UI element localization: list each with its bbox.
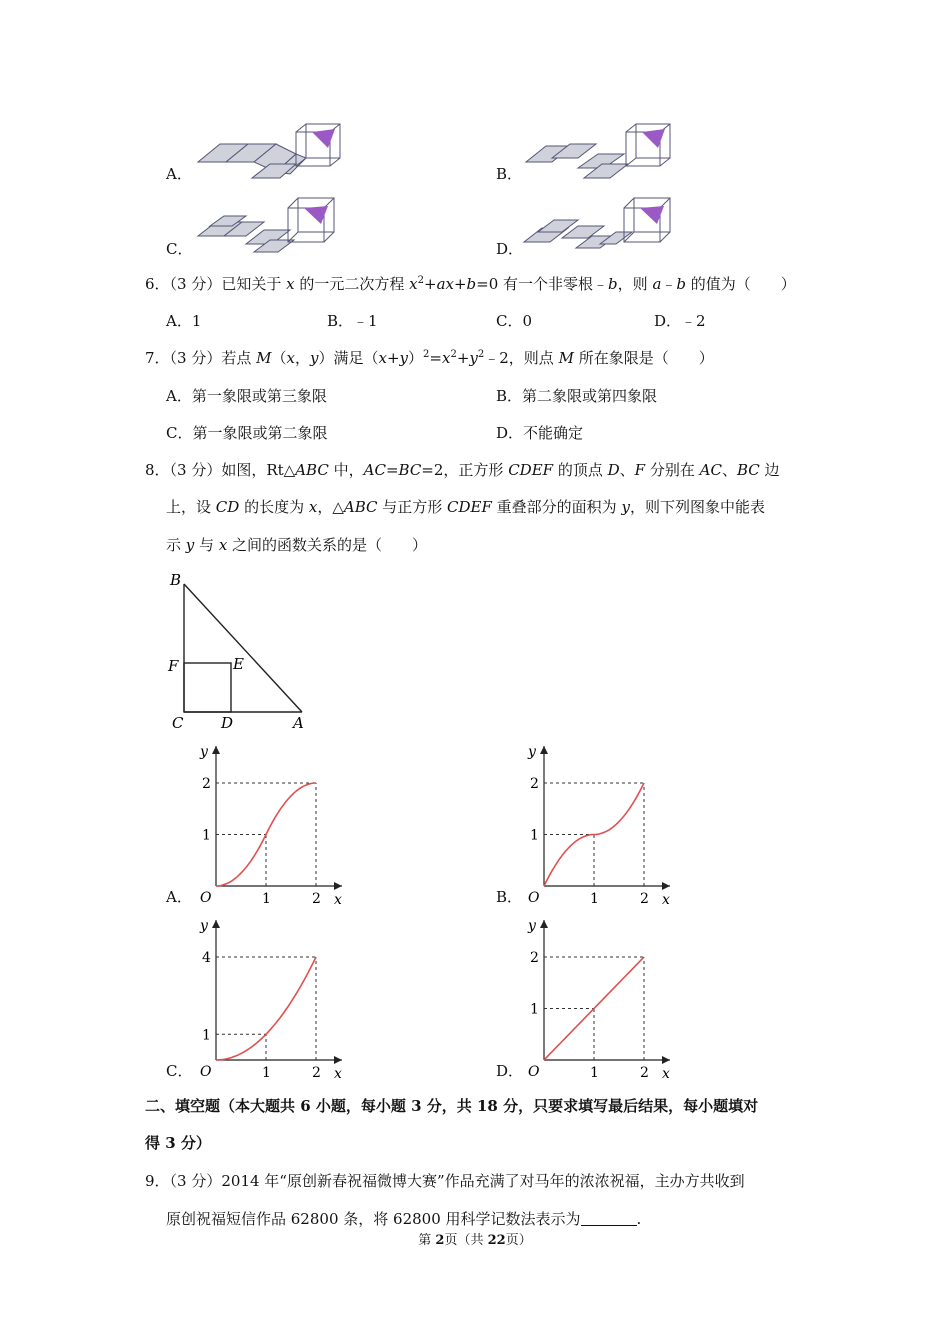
section2-heading: 二、填空题（本大题共 6 小题，每小题 3 分，共 18 分，只要求填写最后结果，每小题填对	[145, 1097, 759, 1115]
x-tick-label: 1	[590, 1065, 599, 1081]
q5-figure-c	[190, 192, 350, 258]
label-c: C	[172, 714, 184, 732]
y-tick-label: 1	[530, 1001, 539, 1018]
y-axis-label: y	[528, 744, 536, 760]
x-axis-label: x	[334, 892, 342, 908]
y-axis-arrow	[212, 746, 220, 754]
x-tick-label: 2	[312, 891, 321, 907]
x-axis-arrow	[662, 1056, 670, 1064]
q8-graph-b	[520, 738, 680, 908]
q8-stem-line1: 8．（3 分）如图，Rt△ABC 中，AC=BC=2，正方形 CDEF 的顶点 D、F 分别在 AC、BC 边	[145, 461, 780, 479]
q5-figure-d	[520, 192, 680, 258]
x-axis-arrow	[662, 882, 670, 890]
x-tick-label: 1	[262, 1065, 271, 1081]
y-tick-label: 4	[202, 950, 211, 966]
origin-label: O	[528, 1064, 540, 1080]
q8-option-b[interactable]: B．	[496, 888, 523, 906]
q9-number: 9．	[145, 1172, 170, 1190]
section2-heading-cont: 得 3 分）	[145, 1134, 211, 1152]
y-tick-label: 1	[530, 827, 539, 844]
q5-figure-a	[190, 118, 350, 184]
q6-score: （3 分）	[169, 275, 222, 293]
x-axis-arrow	[334, 1056, 342, 1064]
q7-option-b[interactable]: B．第二象限或第四象限	[496, 387, 658, 405]
q8-triangle-figure	[164, 568, 324, 738]
q7-score: （3 分）	[169, 349, 222, 367]
q6-option-c[interactable]: C．0	[496, 312, 533, 330]
q6-stem: 6．（3 分）已知关于 x 的一元二次方程 $x^2+ax+b=0$ 有一个非零根﹣b，则 a﹣b 的值为（ ）	[145, 275, 796, 293]
q7-option-c[interactable]: C．第一象限或第二象限	[166, 424, 328, 442]
label-e: E	[233, 655, 244, 673]
x-tick-label: 2	[640, 891, 649, 907]
x-tick-label: 1	[262, 891, 271, 907]
q5-option-a-label: A．	[166, 165, 192, 183]
q5-figure-b	[520, 118, 680, 184]
q7-stem: 7．（3 分）若点 M（x，y）满足$(x+y)^2=x^2+y^2﹣2$，则点 M 所在象限是（ ）	[145, 349, 714, 367]
label-b: B	[170, 571, 182, 589]
y-tick-label: 1	[202, 1027, 211, 1044]
y-axis-label: y	[200, 744, 208, 760]
q8-option-c[interactable]: C．	[166, 1062, 193, 1080]
q6-number: 6．	[145, 275, 170, 293]
q9-stem-line1: 9．（3 分）2014 年“原创新春祝福微博大赛”作品充满了对马年的浓浓祝福，主办方共收到	[145, 1172, 745, 1190]
q8-graph-c	[192, 912, 352, 1082]
origin-label: O	[200, 1064, 212, 1080]
q6-option-a[interactable]: A．1	[166, 312, 202, 330]
side-ab	[184, 584, 302, 712]
page-number: 2	[435, 1233, 445, 1248]
series-curve	[216, 957, 316, 1060]
q7-number: 7．	[145, 349, 170, 367]
y-axis-arrow	[540, 920, 548, 928]
q6-option-d[interactable]: D．﹣2	[654, 312, 706, 330]
x-tick-label: 1	[590, 891, 599, 907]
y-tick-label: 2	[202, 776, 211, 792]
label-d: D	[221, 714, 234, 732]
y-tick-label: 1	[202, 827, 211, 844]
q7-option-d[interactable]: D．不能确定	[496, 424, 584, 442]
q8-graph-d	[520, 912, 680, 1082]
y-axis-label: y	[200, 918, 208, 934]
x-axis-label: x	[662, 892, 670, 908]
label-a: A	[293, 714, 304, 732]
q8-graph-a	[192, 738, 352, 908]
label-f: F	[168, 657, 179, 675]
square-cdef	[184, 663, 231, 712]
page-total: 22	[487, 1233, 506, 1248]
x-axis-arrow	[334, 882, 342, 890]
q8-stem-line3: 示 y 与 x 之间的函数关系的是（ ）	[166, 536, 428, 554]
q8-score: （3 分）	[169, 461, 222, 479]
q8-number: 8．	[145, 461, 170, 479]
q5-option-b-label: B．	[496, 165, 523, 183]
x-axis-label: x	[662, 1066, 670, 1082]
y-tick-label: 2	[530, 950, 539, 966]
y-tick-label: 2	[530, 776, 539, 792]
origin-label: O	[200, 890, 212, 906]
q9-score: （3 分）	[169, 1172, 222, 1190]
x-tick-label: 2	[312, 1065, 321, 1081]
q8-option-d[interactable]: D．	[496, 1062, 524, 1080]
y-axis-arrow	[540, 746, 548, 754]
q8-option-a[interactable]: A．	[166, 888, 192, 906]
origin-label: O	[528, 890, 540, 906]
q5-option-d-label: D．	[496, 240, 524, 258]
x-tick-label: 2	[640, 1065, 649, 1081]
q9-answer-blank[interactable]	[581, 1211, 637, 1226]
q9-stem-line2: 原创祝福短信作品 62800 条，将 62800 用科学记数法表示为 .	[166, 1210, 642, 1228]
y-axis-arrow	[212, 920, 220, 928]
q7-option-a[interactable]: A．第一象限或第三象限	[166, 387, 327, 405]
q8-stem-line2: 上，设 CD 的长度为 x，△ABC 与正方形 CDEF 重叠部分的面积为 y，则下列图象中能表	[166, 498, 765, 516]
y-axis-label: y	[528, 918, 536, 934]
q5-option-c-label: C．	[166, 240, 193, 258]
q6-option-b[interactable]: B．﹣1	[327, 312, 378, 330]
x-axis-label: x	[334, 1066, 342, 1082]
page-footer: 第 2页（共 22页）	[418, 1233, 532, 1248]
